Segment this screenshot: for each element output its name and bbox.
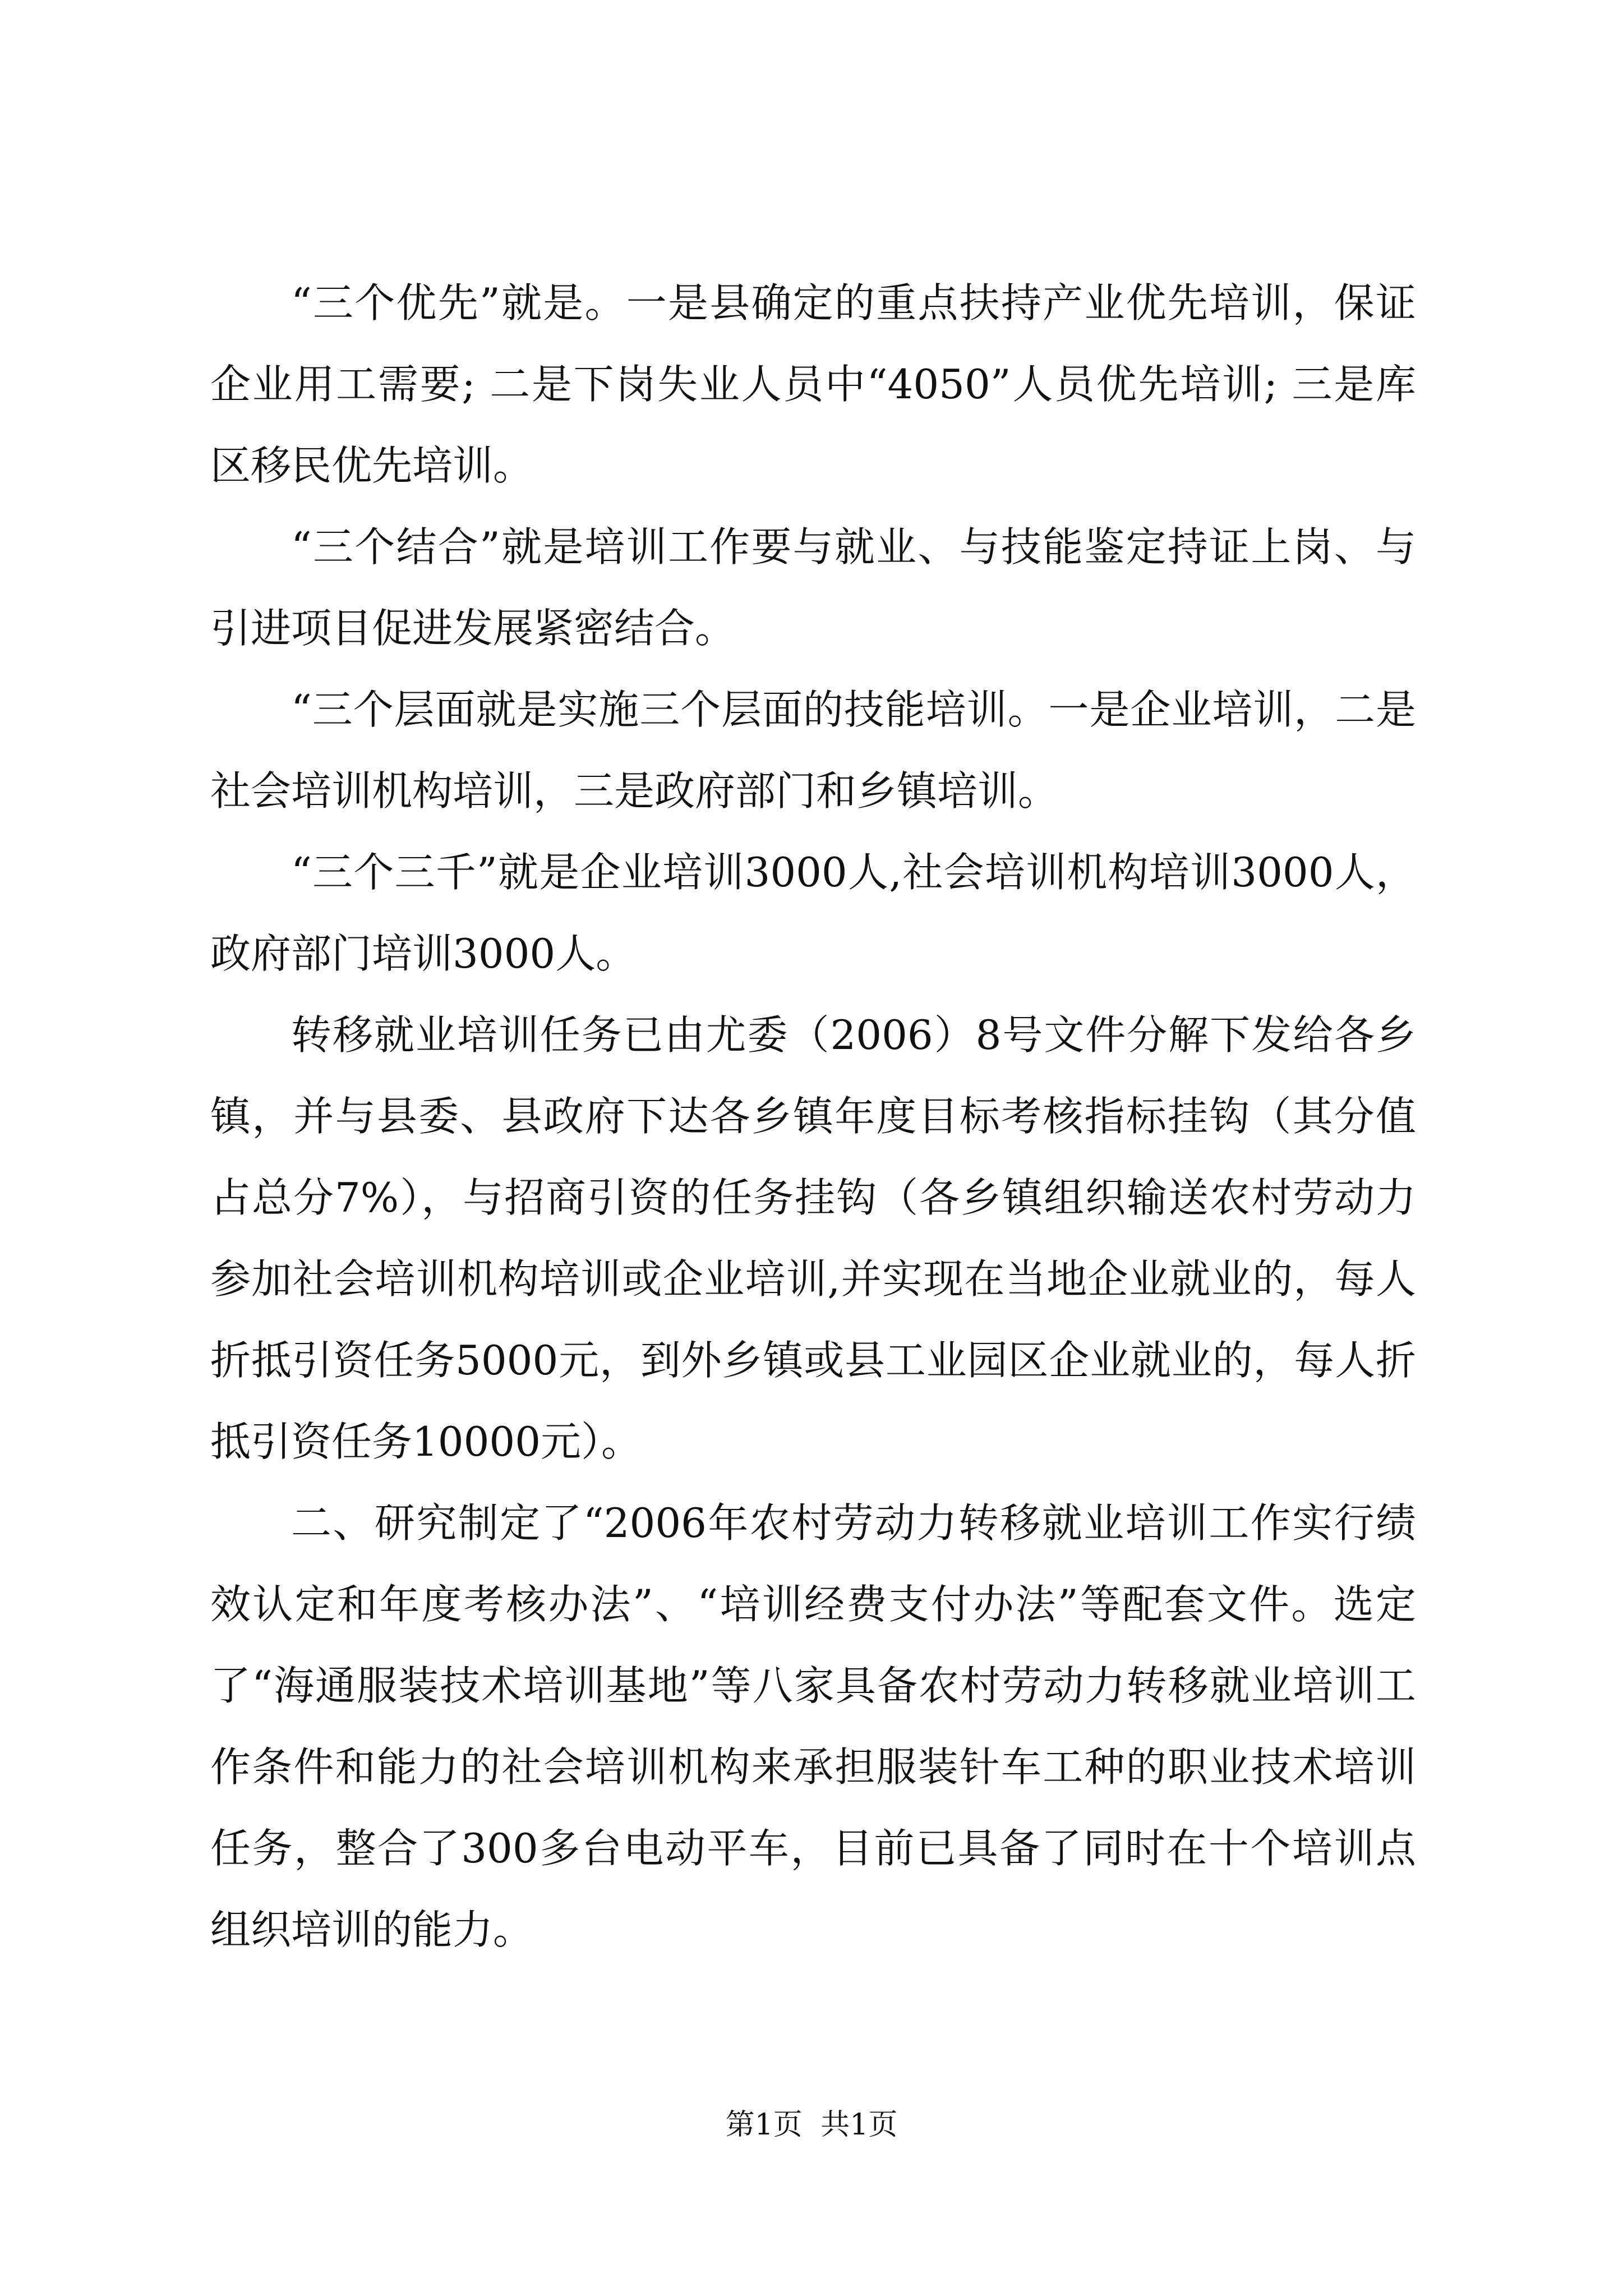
paragraph-three-priorities: “三个优先”就是。一是县确定的重点扶持产业优先培训，保证企业用工需要; 二是下岗失业人员中“4050”人员优先培训; 三是库区移民优先培训。 <box>210 279 1416 489</box>
page-total: 共1页 <box>820 2108 898 2142</box>
paragraph-section-two: 二、研究制定了“2006年农村劳动力转移就业培训工作实行绩效认定和年度考核办法”、“培训经费支付办法”等配套文件。选定了“海通服装技术培训基地”等八家具备农村劳动力转移就业培训工作条件和能力的社会培训机构来承担服装针车工种的职业技术培训任务，整合了300多台电动平车，目前已具备了同时在十个培训点组织培训的能力。 <box>210 1499 1416 1953</box>
paragraph-three-combinations: “三个结合”就是培训工作要与就业、与技能鉴定持证上岗、与引进项目促进发展紧密结合。 <box>210 523 1416 652</box>
paragraph-three-levels: “三个层面就是实施三个层面的技能培训。一是企业培训，二是社会培训机构培训，三是政府部门和乡镇培训。 <box>210 686 1416 815</box>
page-footer <box>0 2101 1623 2143</box>
page-number: 第1页 <box>725 2108 803 2142</box>
document-body <box>210 263 1416 1971</box>
paragraph-three-thousands: “三个三千”就是企业培训3000人,社会培训机构培训3000人，政府部门培训3000人。 <box>210 849 1416 977</box>
paragraph-task-allocation: 转移就业培训任务已由尤委（2006）8号文件分解下发给各乡镇，并与县委、县政府下达各乡镇年度目标考核指标挂钩（其分值占总分7%），与招商引资的任务挂钩（各乡镇组织输送农村劳动力参加社会培训机构培训或企业培训,并实现在当地企业就业的，每人折抵引资任务5000元，到外乡镇或县工业园区企业就业的，每人折抵引资任务10000元）。 <box>210 1011 1416 1465</box>
